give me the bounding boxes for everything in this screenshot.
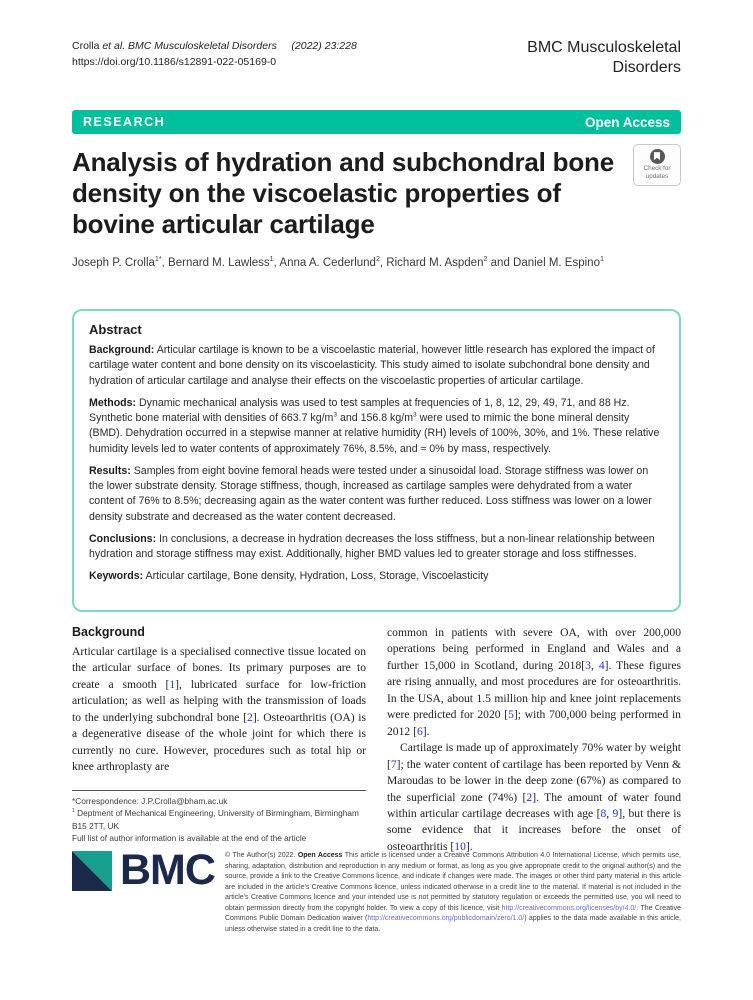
body-paragraph: Cartilage is made up of approximately 70% water by weight [7]; the water content of cartilage has been reported by Venn & Maroudas to be lower in the deep zone (67%) as compared to the superficial zone (74%) [2]. The amount of water found within articular cartilage decreases with age [8, 9], but there is some evidence that it increases before the onset of osteoarthritis [10].: [387, 741, 681, 853]
citation-ref[interactable]: 8: [600, 806, 607, 820]
abstract-heading: Abstract: [89, 322, 142, 337]
journal-name-line1: BMC Musculoskeletal: [527, 39, 681, 56]
citation-ref[interactable]: 3: [585, 658, 591, 672]
doi-link[interactable]: https://doi.org/10.1186/s12891-022-05169-0: [72, 56, 277, 69]
check-for-updates-button[interactable]: [633, 144, 681, 186]
bmc-logo: [72, 846, 225, 935]
citation-ref[interactable]: 2: [247, 710, 253, 724]
full-list-line: Full list of author information is available at the end of the article: [72, 832, 307, 843]
citation-line: Crolla et al. BMC Musculoskeletal Disorders (2022) 23:228: [72, 40, 357, 52]
citation-ref[interactable]: 9: [612, 806, 619, 820]
citation-ref[interactable]: 2: [526, 790, 533, 804]
abstract-results: Results: Samples from eight bovine femoral heads were tested under a sinusoidal load. Storage stiffness was lower on the lower substrate density. Storage stiffness, though, increased as cartilage samples were dehydrated from a water content of 76% to 8.5%; decreasing again as the water content was further reduced. Loss stiffness was lower on a lower density substrate and decreased as the water content decreased.: [89, 464, 652, 523]
abstract-conclusions: Conclusions: In conclusions, a decrease in hydration decreases the loss stiffness, but a non-linear relationship between hydration and storage stiffness may exist. Additionally, higher BMD values led to greater storage and loss stiffnesses.: [89, 532, 655, 560]
body-columns: [72, 625, 681, 855]
background-paragraph: Articular cartilage is a specialised connective tissue located on the articular surface of bones. Its primary purposes are to create a smooth [1], lubricated surface for low-friction articulation; as well as helping with the transmission of loads to the underlying subchondral bone [2]. Osteoarthritis (OA) is a degenerative disease of the whole joint for which there is currently no cure. However, procedures such as total hip or knee arthroplasty are: [72, 645, 367, 774]
background-heading: Background: [72, 625, 145, 639]
citation-ref[interactable]: 5: [508, 708, 514, 722]
journal-name: [527, 38, 681, 78]
check-for-updates-label: Check for updates: [643, 165, 671, 180]
footnote-block: [72, 790, 366, 845]
abstract-methods: Methods: Dynamic mechanical analysis was used to test samples at frequencies of 1, 8, 12, 29, 49, 71, and 88 Hz. Synthetic bone material with densities of 663.7 $kg/m^3$ and 156.8 $kg/m^3$ were used to mimic the bone mineral density (BMD). Dehydration occurred in a stepwise manner at relative humidity (RH) levels of 100%, 30%, and 1%. These relative humidity levels led to water contents of approximately 76%, 8.5%, and ≈ 0% by mass, respectively.: [89, 396, 660, 455]
page-footer: [72, 846, 681, 935]
journal-name-line2: Disorders: [612, 59, 681, 76]
open-access-label: Open Access: [584, 114, 670, 130]
citation-ref[interactable]: 1: [169, 677, 176, 691]
citation-ref[interactable]: 4: [598, 658, 605, 672]
license-link[interactable]: http://creativecommons.org/licenses/by/4.0/: [501, 904, 637, 912]
citation-ref[interactable]: 6: [416, 724, 423, 738]
license-link[interactable]: http://creativecommons.org/publicdomain/zero/1.0/: [367, 915, 525, 922]
crossmark-icon: [650, 149, 665, 164]
section-banner: [72, 110, 681, 134]
abstract-box: [72, 309, 681, 612]
bmc-logo-icon: [72, 851, 112, 891]
page-title: Analysis of hydration and subchondral bone density on the viscoelastic properties of bovine articular cartilage: [72, 147, 614, 239]
abstract-keywords: Keywords: Articular cartilage, Bone density, Hydration, Loss, Storage, Viscoelasticity: [89, 570, 489, 583]
citation-ref[interactable]: 7: [390, 757, 397, 771]
author-list: Joseph P. Crolla$^{1*}$, Bernard M. Lawless$^1$, Anna A. Cederlund$^2$, Richard M. Aspden$^2$ and Daniel M. Espino$^1$: [72, 255, 604, 269]
correspondence-line[interactable]: *Correspondence: J.P.Crolla@bham.ac.uk: [72, 795, 228, 806]
bmc-logo-text: BMC: [120, 846, 215, 894]
right-column: [387, 625, 681, 855]
left-column: [72, 625, 366, 855]
body-paragraph: common in patients with severe OA, with over 200,000 operations being performed in England and Wales and a further 15,000 in Scotland, during 2018[3, 4]. These figures are rising annually, and most procedures are for osteoarthritis. In the USA, about 1.5 million hip and knee joint replacements were predicted for 2020 [5]; with 700,000 being performed in 2012 [6].: [387, 626, 682, 738]
research-label: RESEARCH: [83, 115, 166, 129]
abstract-background: Background: Articular cartilage is known to be a viscoelastic material, however little research has explored the impact of cartilage water content and bone density on its viscoelasticity. This study aimed to isolate subchondral bone density and hydration of articular cartilage and analyse their effects on the viscoelastic properties of articular cartilage.: [89, 344, 655, 387]
affiliation-line: $^1$ Deptment of Mechanical Engineering, University of Birmingham, Birmingham B15 2TT, UK: [72, 808, 359, 831]
citation-ref[interactable]: 10: [454, 839, 466, 853]
running-head: [72, 38, 357, 71]
license-text: © The Author(s) 2022. Open Access This article is licensed under a Creative Commons Attribution 4.0 International License, which permits use, sharing, adaptation, distribution and reproduction in any medium or format, as long as you give appropriate credit to the original author(s) and the source, provide a link to the Creative Commons licence, and indicate if changes were made. The images or other third party material in this article are included in the article's Creative Commons licence, unless indicated otherwise in a credit line to the material. If material is not included in the article's Creative Commons licence and your intended use is not permitted by statutory regulation or exceeds the permitted use, you will need to obtain permission directly from the copyright holder. To view a copy of this licence, visit http://creativecommons.org/licenses/by/4.0/. The Creative Commons Public Domain Dedication waiver (http://creativecommons.org/publicdomain/zero/1.0/) applies to the data made available in this article, unless otherwise stated in a credit line to the data.: [225, 852, 681, 933]
